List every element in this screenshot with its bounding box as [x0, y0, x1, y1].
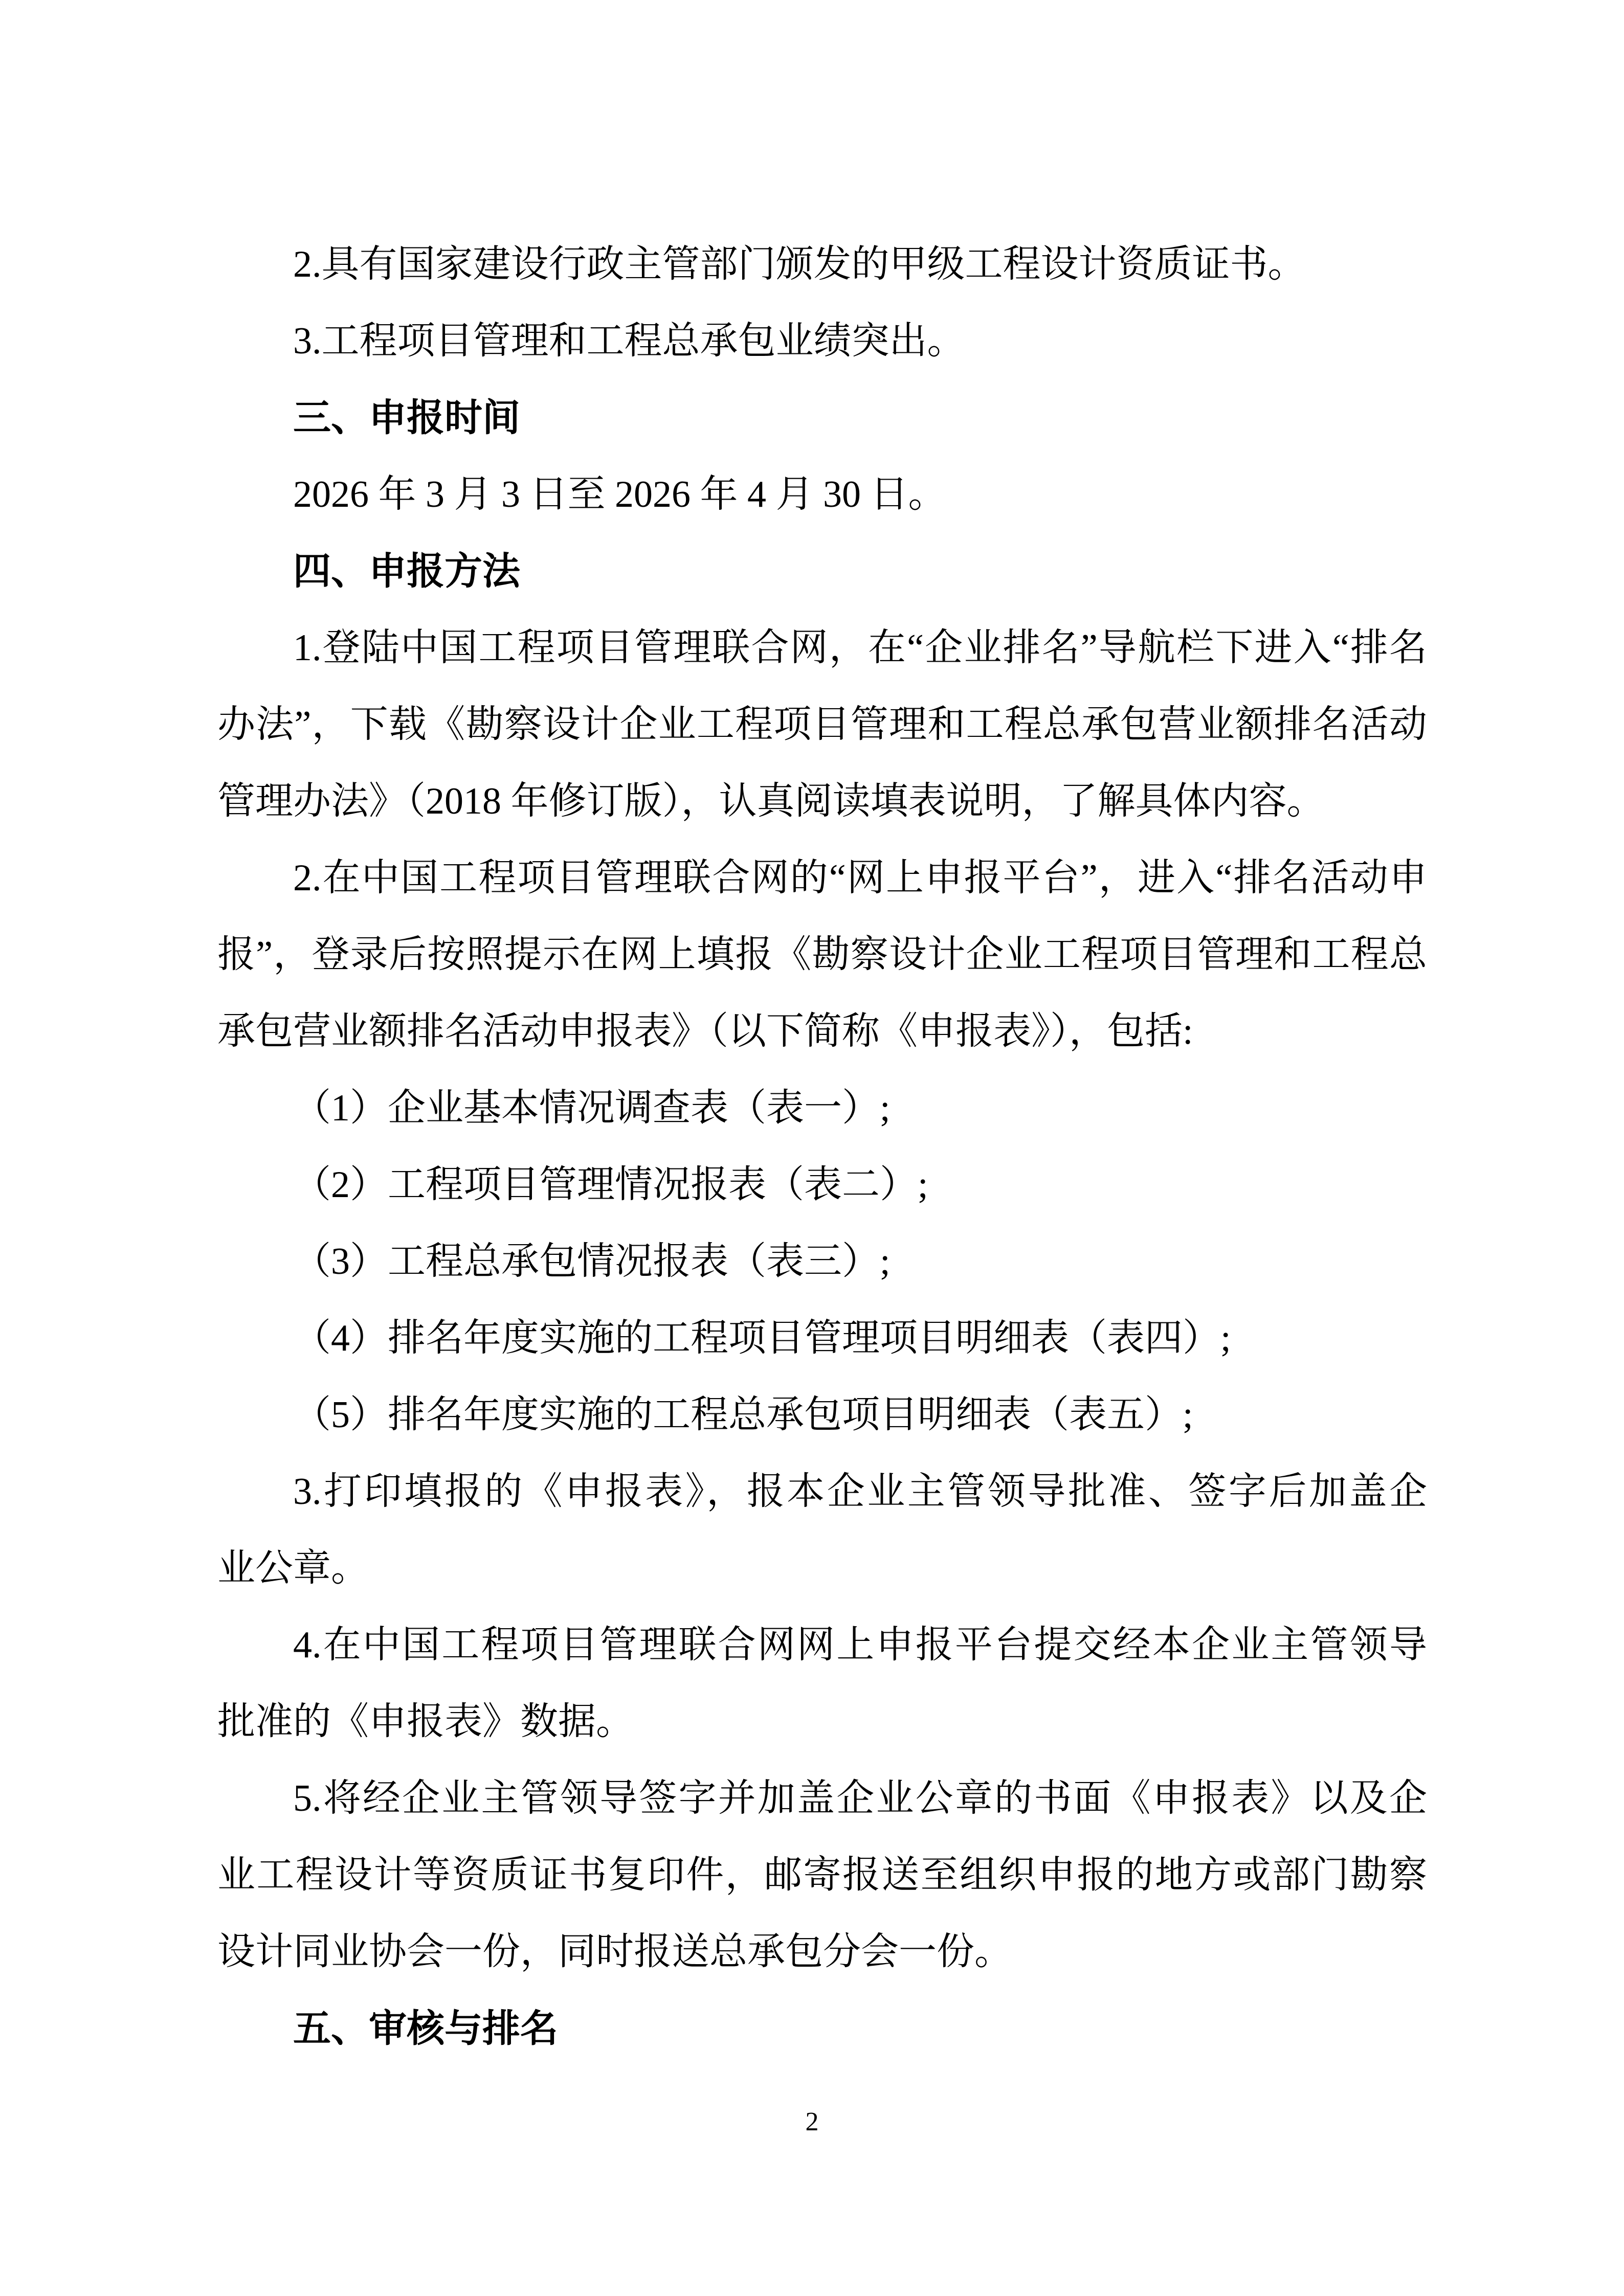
text-line: 2.在中国工程项目管理联合网的“网上申报平台”，进入“排名活动申	[293, 857, 1427, 899]
page-number: 2	[805, 2107, 819, 2136]
text-line: 2026 年 3 月 3 日至 2026 年 4 月 30 日。	[293, 474, 946, 515]
list-item: （5）排名年度实施的工程总承包项目明细表（表五）;	[293, 1394, 1193, 1436]
text-line: 管理办法》（2018 年修订版），认真阅读填表说明，了解具体内容。	[217, 780, 1325, 822]
text-line: 报”，登录后按照提示在网上填报《勘察设计企业工程项目管理和工程总	[217, 934, 1427, 976]
list-item: （1）企业基本情况调查表（表一）;	[293, 1087, 891, 1129]
list-item: （3）工程总承包情况报表（表三）;	[293, 1241, 891, 1282]
text-line: 设计同业协会一份，同时报送总承包分会一份。	[217, 1931, 1012, 1973]
section-heading: 四、申报方法	[293, 550, 520, 592]
text-line: 2.具有国家建设行政主管部门颁发的甲级工程设计资质证书。	[293, 243, 1306, 285]
text-line: 业工程设计等资质证书复印件，邮寄报送至组织申报的地方或部门勘察	[217, 1854, 1427, 1896]
text-line: 5.将经企业主管领导签字并加盖企业公章的书面《申报表》以及企	[293, 1777, 1427, 1819]
text-line: 1.登陆中国工程项目管理联合网，在“企业排名”导航栏下进入“排名	[293, 627, 1427, 669]
list-item: （4）排名年度实施的工程项目管理项目明细表（表四）;	[293, 1317, 1231, 1359]
text-line: 3.工程项目管理和工程总承包业绩突出。	[293, 320, 965, 362]
list-item: （2）工程项目管理情况报表（表二）;	[293, 1164, 928, 1206]
document-body	[217, 226, 1427, 2067]
text-line: 办法”，下载《勘察设计企业工程项目管理和工程总承包营业额排名活动	[217, 704, 1427, 746]
text-line: 4.在中国工程项目管理联合网网上申报平台提交经本企业主管领导	[293, 1624, 1427, 1666]
text-line: 业公章。	[217, 1547, 369, 1589]
section-heading: 三、申报时间	[293, 396, 520, 439]
text-line: 3.打印填报的《申报表》，报本企业主管领导批准、签字后加盖企	[293, 1471, 1427, 1513]
section-heading: 五、审核与排名	[293, 2007, 558, 2050]
text-line: 批准的《申报表》数据。	[217, 1701, 634, 1743]
text-line: 承包营业额排名活动申报表》（以下简称《申报表》），包括:	[217, 1010, 1193, 1052]
